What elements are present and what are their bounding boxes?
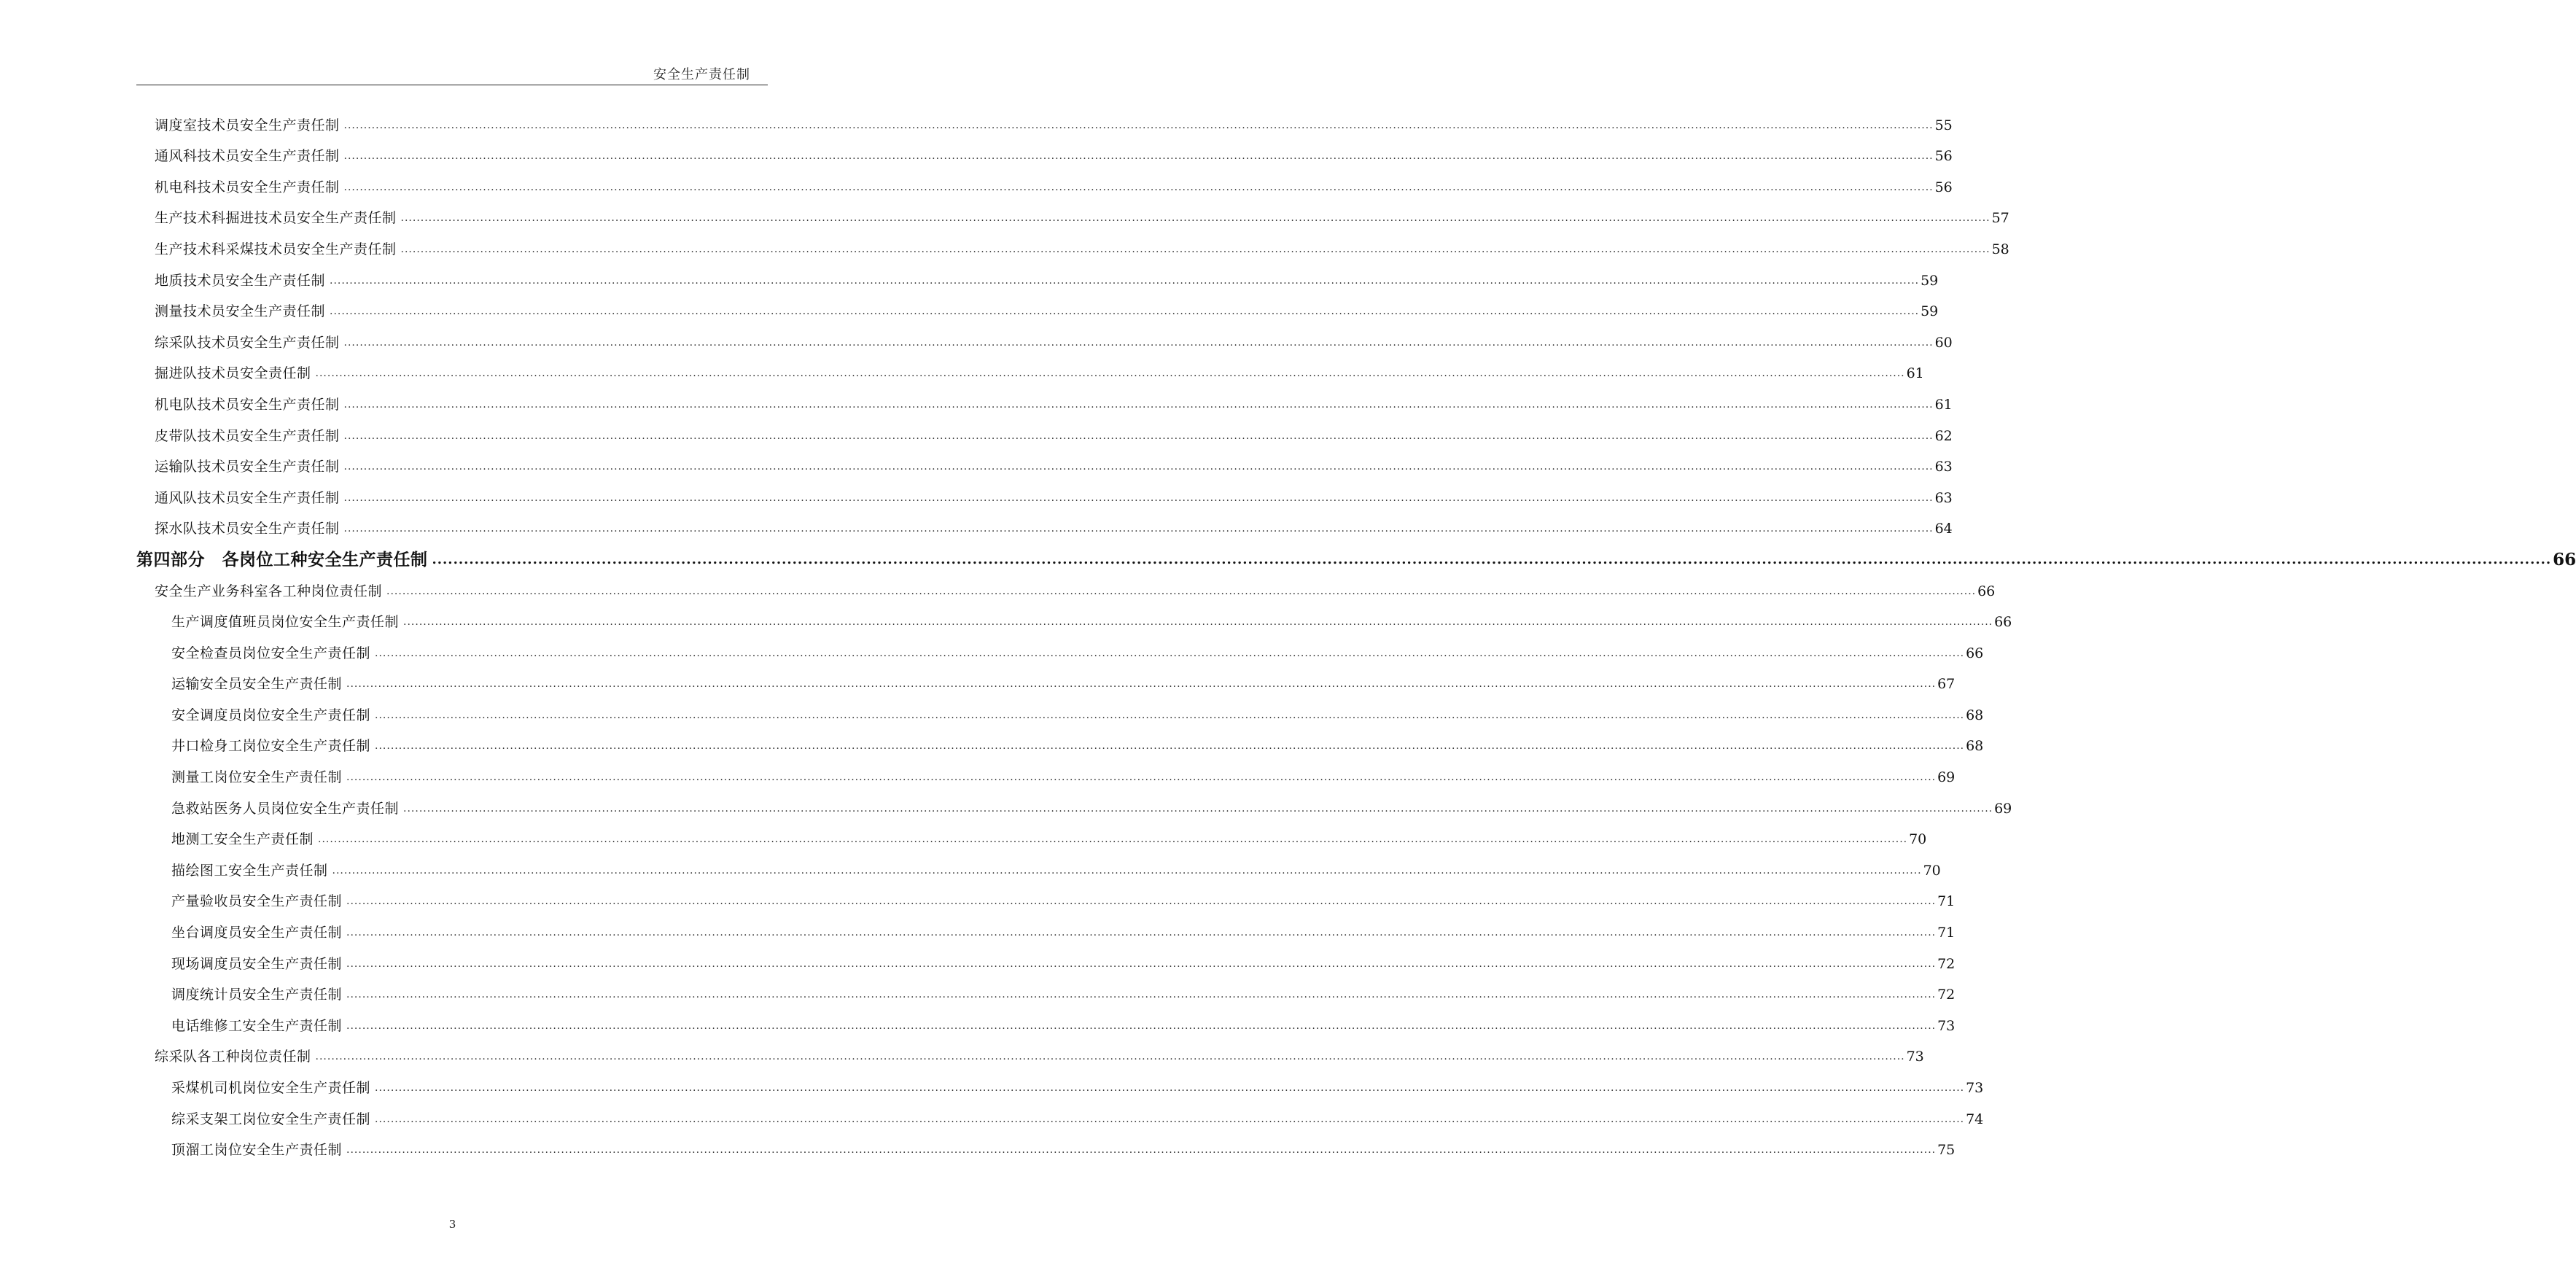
toc-entry[interactable]	[136, 292, 1939, 323]
toc-entry-title: 测量技术员安全生产责任制	[155, 303, 326, 320]
toc-entry[interactable]	[136, 726, 1984, 758]
toc-entry-page: 64	[1934, 521, 1953, 537]
toc-leader-dots: ................................................................................................................................................................................................................................................................................................................................................................................................................	[346, 678, 1937, 691]
toc-entry-page: 72	[1937, 987, 1956, 1003]
toc-entry[interactable]	[136, 1006, 1956, 1037]
toc-entry[interactable]	[136, 944, 1956, 975]
toc-entry-page: 62	[1934, 427, 1953, 444]
toc-entry[interactable]	[136, 509, 1953, 540]
toc-entry-page: 59	[1921, 272, 1939, 289]
toc-leader-dots: ................................................................................................................................................................................................................................................................................................................................................................................................................	[346, 1019, 1937, 1032]
toc-entry-title: 掘进队技术员安全责任制	[155, 365, 311, 382]
page-number: 3	[448, 1218, 456, 1231]
toc-leader-dots: ................................................................................................................................................................................................................................................................................................................................................................................................................	[343, 336, 1934, 349]
toc-leader-dots: ................................................................................................................................................................................................................................................................................................................................................................................................................	[346, 895, 1937, 908]
toc-leader-dots: ................................................................................................................................................................................................................................................................................................................................................................................................................	[318, 833, 1908, 846]
toc-leader-dots: ................................................................................................................................................................................................................................................................................................................................................................................................................	[375, 709, 1965, 721]
toc-entry-page: 56	[1934, 148, 1953, 165]
toc-leader-dots: ................................................................................................................................................................................................................................................................................................................................................................................................................	[346, 927, 1937, 939]
toc-entry[interactable]	[136, 633, 1984, 664]
toc-entry-title: 综采队技术员安全生产责任制	[155, 334, 340, 351]
toc-entry[interactable]	[136, 1099, 1984, 1130]
toc-entry-title: 综采队各工种岗位责任制	[155, 1049, 311, 1065]
toc-leader-dots: ................................................................................................................................................................................................................................................................................................................................................................................................................	[343, 119, 1934, 131]
toc-entry-title: 顶溜工岗位安全生产责任制	[171, 1142, 343, 1159]
toc-entry[interactable]	[136, 354, 1924, 385]
toc-entry[interactable]	[136, 260, 1939, 292]
toc-entry-page: 75	[1937, 1142, 1956, 1159]
toc-entry[interactable]	[136, 167, 1953, 198]
toc-entry[interactable]	[136, 1068, 1984, 1099]
toc-leader-dots: ................................................................................................................................................................................................................................................................................................................................................................................................................	[400, 212, 1991, 225]
toc-entry-page: 63	[1934, 489, 1953, 506]
toc-leader-dots: ................................................................................................................................................................................................................................................................................................................................................................................................................	[346, 1144, 1937, 1156]
toc-leader-dots: ................................................................................................................................................................................................................................................................................................................................................................................................................	[330, 306, 1920, 318]
toc-leader-dots: ................................................................................................................................................................................................................................................................................................................................................................................................................	[315, 1051, 1905, 1063]
toc-entry-title: 通风队技术员安全生产责任制	[155, 489, 340, 506]
toc-leader-dots: ................................................................................................................................................................................................................................................................................................................................................................................................................	[375, 1113, 1965, 1125]
toc-entry-title: 地测工安全生产责任制	[171, 831, 314, 848]
toc-entry-title: 运输安全员安全生产责任制	[171, 676, 343, 693]
toc-leader-dots: ................................................................................................................................................................................................................................................................................................................................................................................................................	[432, 551, 2552, 567]
toc-entry-title: 急救站医务人员岗位安全生产责任制	[171, 800, 400, 817]
toc-entry-page: 66	[2553, 549, 2576, 569]
toc-entry[interactable]	[136, 975, 1956, 1006]
toc-leader-dots: ................................................................................................................................................................................................................................................................................................................................................................................................................	[386, 585, 1977, 597]
toc-entry[interactable]	[136, 1037, 1924, 1068]
toc-entry-title: 皮带队技术员安全生产责任制	[155, 427, 340, 444]
toc-entry-page: 60	[1934, 334, 1953, 351]
toc-entry[interactable]	[136, 478, 1953, 509]
toc-entry-title: 综采支架工岗位安全生产责任制	[171, 1111, 371, 1127]
toc-entry[interactable]	[136, 105, 1953, 136]
toc-entry[interactable]	[136, 136, 1953, 168]
toc-leader-dots: ................................................................................................................................................................................................................................................................................................................................................................................................................	[375, 1082, 1965, 1094]
toc-entry[interactable]	[136, 912, 1956, 944]
toc-entry-title: 生产技术科掘进技术员安全生产责任制	[155, 210, 397, 227]
toc-leader-dots: ................................................................................................................................................................................................................................................................................................................................................................................................................	[375, 740, 1965, 753]
toc-entry-title: 安全调度员岗位安全生产责任制	[171, 707, 371, 723]
toc-entry-page: 67	[1937, 676, 1956, 693]
toc-entry[interactable]	[136, 602, 2012, 634]
toc-leader-dots: ................................................................................................................................................................................................................................................................................................................................................................................................................	[346, 771, 1937, 784]
toc-entry-page: 70	[1909, 831, 1927, 848]
toc-entry-page: 69	[1994, 800, 2012, 817]
toc-entry-page: 73	[1937, 1017, 1956, 1034]
toc-entry-page: 72	[1937, 955, 1956, 972]
toc-entry[interactable]	[136, 788, 2012, 820]
toc-entry-title: 采煤机司机岗位安全生产责任制	[171, 1080, 371, 1096]
toc-entry-title: 调度室技术员安全生产责任制	[155, 117, 340, 133]
toc-entry-title: 机电科技术员安全生产责任制	[155, 179, 340, 195]
toc-entry-title: 测量工岗位安全生产责任制	[171, 769, 343, 786]
toc-entry-title: 电话维修工安全生产责任制	[171, 1017, 343, 1034]
toc-leader-dots: ................................................................................................................................................................................................................................................................................................................................................................................................................	[400, 243, 1991, 255]
toc-entry-page: 68	[1966, 738, 1984, 755]
toc-entry-page: 71	[1937, 925, 1956, 941]
toc-entry[interactable]	[136, 664, 1956, 696]
toc-entry-page: 66	[1994, 614, 2012, 631]
toc-entry-page: 57	[1991, 210, 2009, 227]
header-title: 安全生产责任制	[653, 67, 750, 82]
toc-entry[interactable]	[136, 322, 1953, 354]
toc-entry-title: 坐台调度员安全生产责任制	[171, 925, 343, 941]
toc-entry-title: 描绘图工安全生产责任制	[171, 862, 328, 879]
toc-entry-page: 70	[1923, 862, 1941, 879]
toc-entry-title: 现场调度员安全生产责任制	[171, 955, 343, 972]
toc-entry-page: 61	[1934, 396, 1953, 413]
toc-leader-dots: ................................................................................................................................................................................................................................................................................................................................................................................................................	[346, 957, 1937, 970]
toc-entry-title: 产量验收员安全生产责任制	[171, 893, 343, 910]
toc-entry-title: 地质技术员安全生产责任制	[155, 272, 326, 289]
toc-entry-page: 66	[1966, 645, 1984, 661]
toc-entry-title: 井口检身工岗位安全生产责任制	[171, 738, 371, 755]
toc-entry[interactable]	[136, 571, 1996, 602]
table-of-contents	[136, 105, 2576, 1161]
toc-entry-title: 第四部分 各岗位工种安全生产责任制	[136, 549, 428, 569]
toc-entry-page: 58	[1991, 241, 2009, 257]
toc-leader-dots: ................................................................................................................................................................................................................................................................................................................................................................................................................	[332, 864, 1922, 876]
toc-entry-title: 运输队技术员安全生产责任制	[155, 459, 340, 475]
toc-entry-page: 63	[1934, 459, 1953, 475]
toc-part-heading[interactable]	[136, 540, 2576, 571]
toc-leader-dots: ................................................................................................................................................................................................................................................................................................................................................................................................................	[346, 989, 1937, 1001]
toc-entry-page: 73	[1906, 1049, 1924, 1065]
toc-leader-dots: ................................................................................................................................................................................................................................................................................................................................................................................................................	[343, 461, 1934, 473]
toc-entry-page: 69	[1937, 769, 1956, 786]
toc-entry[interactable]	[136, 820, 1927, 851]
toc-entry-title: 探水队技术员安全生产责任制	[155, 521, 340, 537]
toc-entry-title: 生产技术科采煤技术员安全生产责任制	[155, 241, 397, 257]
toc-entry-page: 68	[1966, 707, 1984, 723]
toc-entry-page: 71	[1937, 893, 1956, 910]
toc-entry-title: 安全检查员岗位安全生产责任制	[171, 645, 371, 661]
toc-entry-title: 调度统计员安全生产责任制	[171, 987, 343, 1003]
toc-entry-title: 生产调度值班员岗位安全生产责任制	[171, 614, 400, 631]
toc-entry-page: 66	[1977, 583, 1996, 599]
toc-leader-dots: ................................................................................................................................................................................................................................................................................................................................................................................................................	[315, 368, 1905, 380]
toc-entry-title: 安全生产业务科室各工种岗位责任制	[155, 583, 383, 599]
toc-leader-dots: ................................................................................................................................................................................................................................................................................................................................................................................................................	[343, 429, 1934, 442]
toc-leader-dots: ................................................................................................................................................................................................................................................................................................................................................................................................................	[403, 616, 1993, 629]
toc-leader-dots: ................................................................................................................................................................................................................................................................................................................................................................................................................	[343, 398, 1934, 411]
toc-entry-page: 56	[1934, 179, 1953, 195]
toc-entry-page: 61	[1906, 365, 1924, 382]
toc-entry[interactable]	[136, 850, 1941, 882]
toc-entry[interactable]	[136, 447, 1953, 478]
toc-entry-title: 机电队技术员安全生产责任制	[155, 396, 340, 413]
toc-leader-dots: ................................................................................................................................................................................................................................................................................................................................................................................................................	[343, 181, 1934, 193]
toc-entry[interactable]	[136, 757, 1956, 788]
toc-entry[interactable]	[136, 1130, 1956, 1162]
toc-entry-page: 74	[1966, 1111, 1984, 1127]
toc-leader-dots: ................................................................................................................................................................................................................................................................................................................................................................................................................	[375, 647, 1965, 659]
page-header	[136, 61, 768, 85]
toc-leader-dots: ................................................................................................................................................................................................................................................................................................................................................................................................................	[330, 274, 1920, 287]
toc-entry[interactable]	[136, 882, 1956, 913]
toc-entry[interactable]	[136, 384, 1953, 416]
toc-leader-dots: ................................................................................................................................................................................................................................................................................................................................................................................................................	[343, 491, 1934, 504]
toc-entry[interactable]	[136, 229, 2009, 260]
toc-leader-dots: ................................................................................................................................................................................................................................................................................................................................................................................................................	[403, 802, 1993, 815]
toc-entry-page: 55	[1934, 117, 1953, 133]
toc-entry-title: 通风科技术员安全生产责任制	[155, 148, 340, 165]
toc-entry[interactable]	[136, 198, 2009, 230]
toc-leader-dots: ................................................................................................................................................................................................................................................................................................................................................................................................................	[343, 150, 1934, 163]
toc-entry-page: 59	[1921, 303, 1939, 320]
toc-entry-page: 73	[1966, 1080, 1984, 1096]
toc-leader-dots: ................................................................................................................................................................................................................................................................................................................................................................................................................	[343, 523, 1934, 535]
toc-entry[interactable]	[136, 695, 1984, 726]
toc-entry[interactable]	[136, 416, 1953, 447]
